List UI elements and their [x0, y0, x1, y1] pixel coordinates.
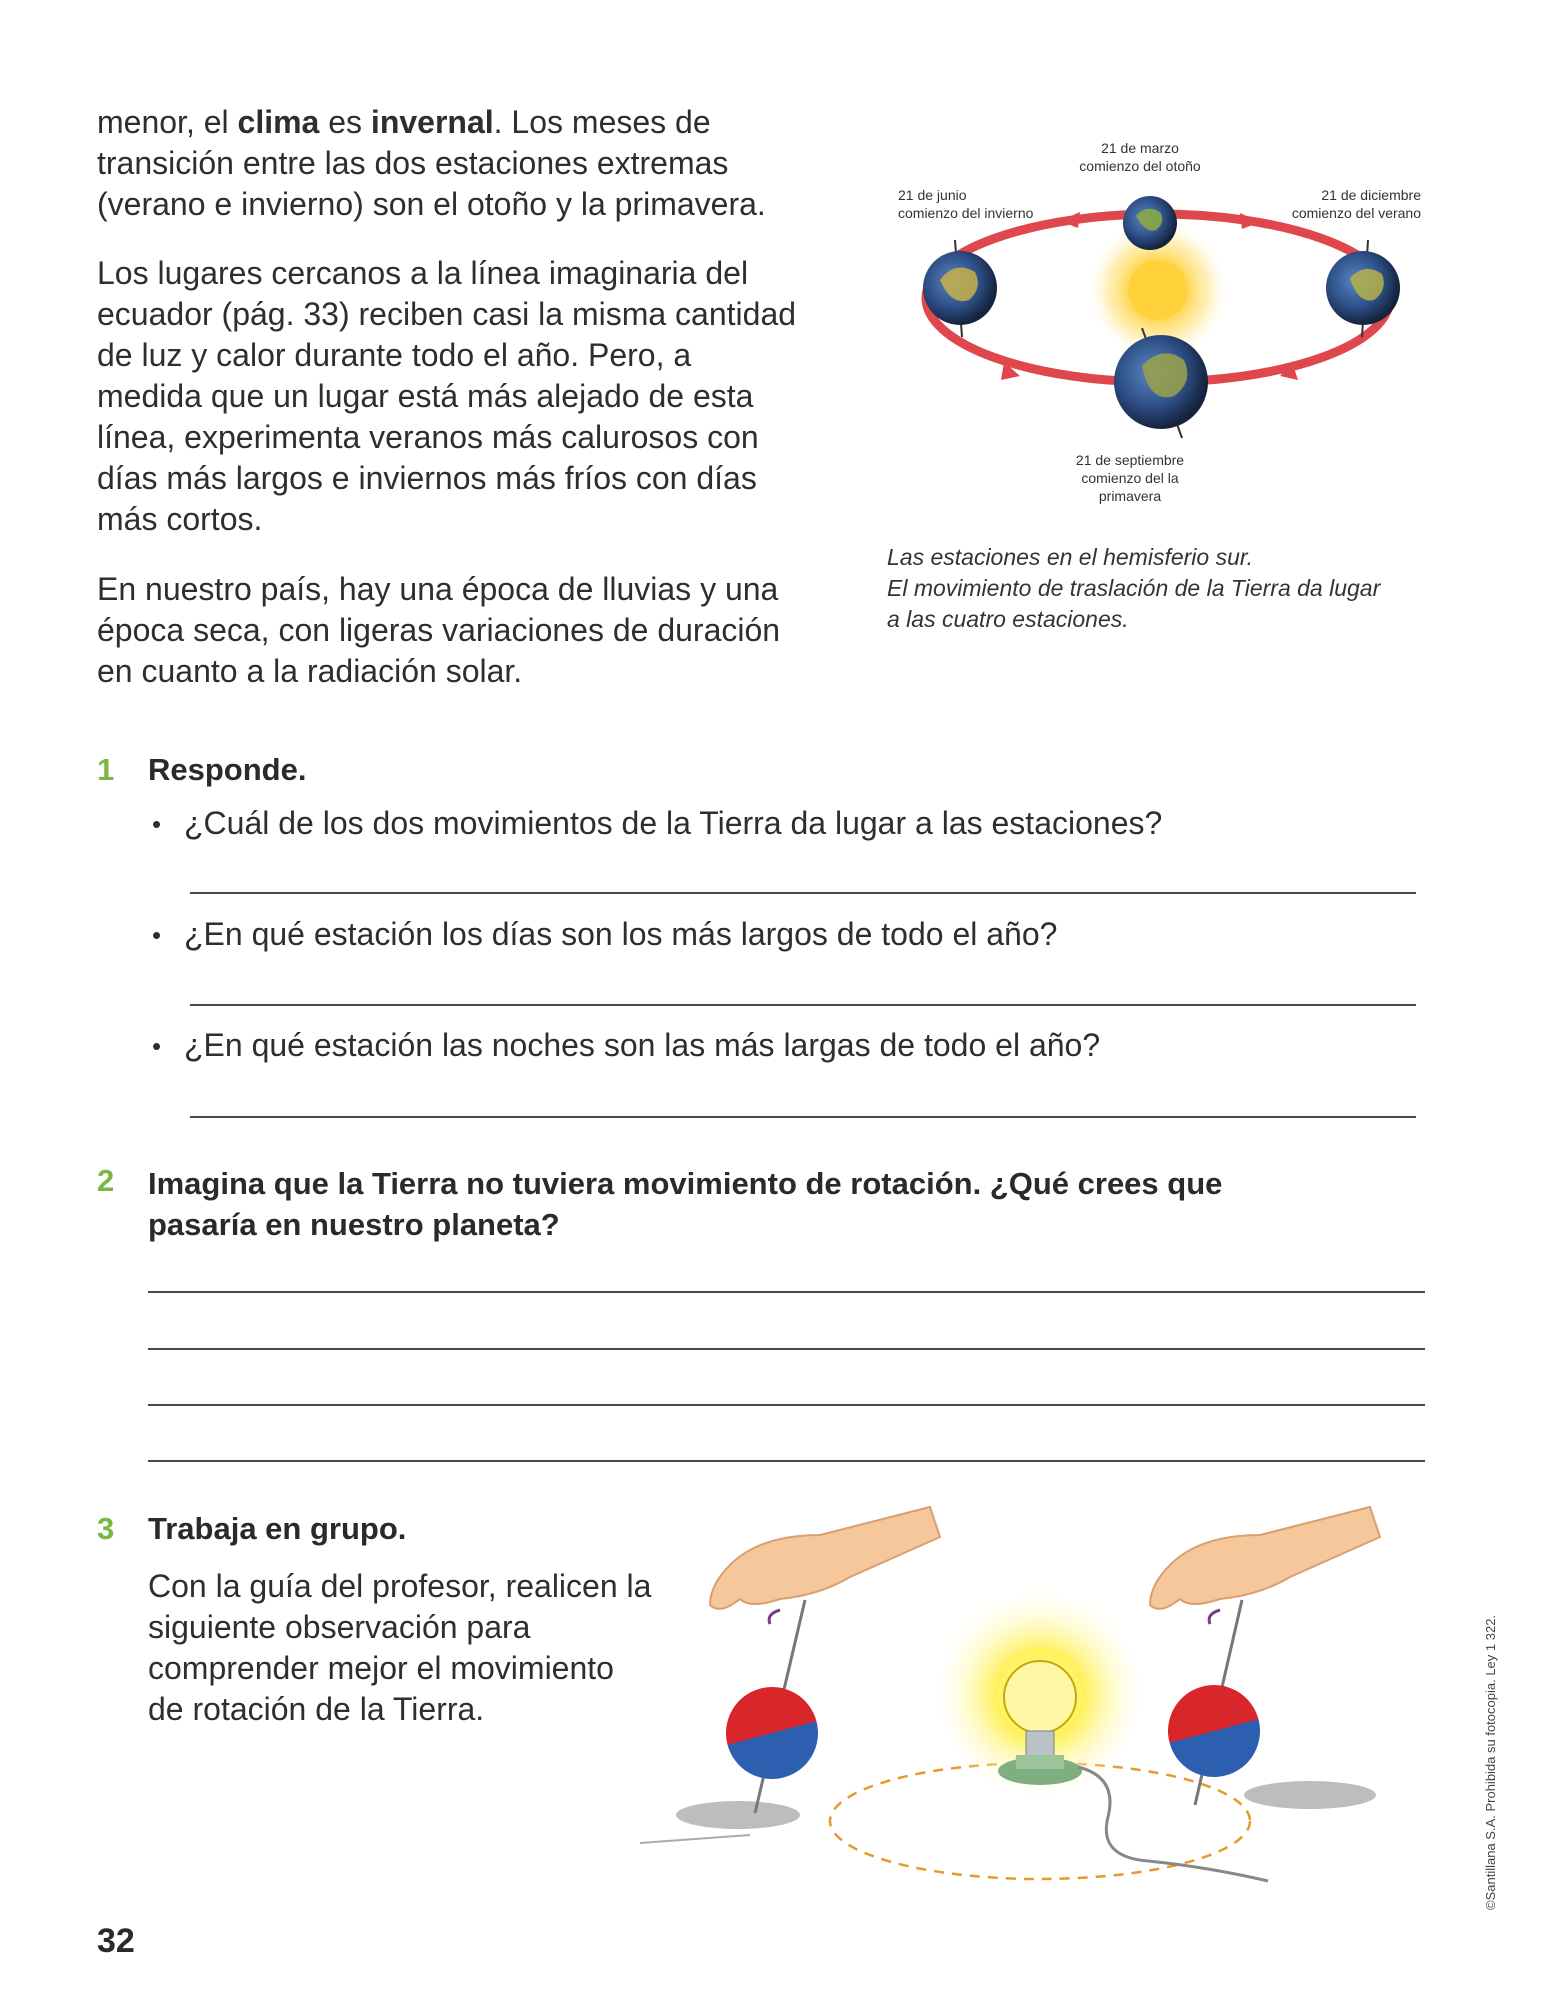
label-event: primavera: [1098, 488, 1162, 504]
intro-text: menor, el: [97, 104, 238, 140]
earth-march: [1123, 196, 1177, 250]
hand-right: [1150, 1507, 1380, 1609]
intro-text: es: [319, 104, 371, 140]
caption-line: El movimiento de traslación de la Tierra da lugar: [887, 575, 1381, 601]
label-date: 21 de diciembre: [1321, 187, 1421, 203]
shadow-right: [1244, 1781, 1376, 1809]
answer-line-a2-1[interactable]: [148, 1291, 1425, 1293]
intro-paragraph-1: [97, 102, 787, 225]
hand-left: [710, 1507, 940, 1609]
label-march: [1040, 139, 1240, 175]
activity-3-title: Trabaja en grupo.: [148, 1511, 407, 1546]
keyword-clima: clima: [237, 104, 320, 140]
page-number: 32: [97, 1922, 135, 1960]
answer-line-a2-3[interactable]: [148, 1404, 1425, 1406]
intro-text: En nuestro país, hay una época de lluvias y una época seca, con ligeras variaciones de duración en cuanto a la radiación solar.: [97, 571, 781, 689]
shadow-left: [676, 1801, 800, 1829]
label-date: 21 de junio: [898, 187, 967, 203]
activity-3-text: [148, 1566, 658, 1730]
answer-line-q2[interactable]: [190, 1004, 1416, 1006]
bullet: •: [152, 809, 162, 839]
sun-core: [1128, 260, 1188, 320]
activity-2-title: [148, 1163, 1428, 1245]
activity-1-title: Responde.: [148, 752, 307, 787]
intro-text: . Los meses de transición entre las dos estaciones extremas (verano e invierno) son el otoño y la primavera.: [97, 104, 766, 222]
label-event: comienzo del invierno: [898, 205, 1034, 221]
bullet: •: [152, 920, 162, 950]
label-september: [1030, 451, 1230, 505]
answer-line-q1[interactable]: [190, 892, 1416, 894]
label-event: comienzo del verano: [1291, 205, 1421, 221]
diagram-caption: [887, 542, 1447, 635]
question-1: ¿Cuál de los dos movimientos de la Tierra da lugar a las estaciones?: [184, 805, 1163, 841]
title-line: Imagina que la Tierra no tuviera movimiento de rotación. ¿Qué crees que: [148, 1166, 1223, 1201]
rotation-experiment-illustration: [630, 1505, 1430, 1900]
intro-text: Los lugares cercanos a la línea imaginaria del ecuador (pág. 33) reciben casi la misma cantidad de luz y calor durante todo el año. Pero, a medida que un lugar está más alejado de esta línea, experimenta veranos más calurosos con días más largos e inviernos más fríos con días más cortos.: [97, 255, 797, 537]
bullet: •: [152, 1031, 162, 1061]
ball-right: [1158, 1600, 1271, 1805]
activity-1-number: 1: [97, 752, 115, 787]
label-date: 21 de marzo: [1101, 140, 1179, 156]
label-date: 21 de septiembre: [1075, 452, 1185, 468]
intro-paragraph-2: [97, 253, 797, 540]
caption-line: a las cuatro estaciones.: [887, 606, 1129, 632]
intro-paragraph-3: [97, 569, 797, 692]
label-event: comienzo del otoño: [1079, 158, 1201, 174]
ball-left: [716, 1600, 829, 1813]
caption-line: Las estaciones en el hemisferio sur.: [887, 544, 1254, 570]
activity-3-number: 3: [97, 1511, 115, 1546]
answer-line-a2-4[interactable]: [148, 1460, 1425, 1462]
title-line: pasaría en nuestro planeta?: [148, 1207, 560, 1242]
copyright-notice: ©Santillana S.A. Prohibida su fotocopia. Ley 1 322.: [1483, 1614, 1498, 1910]
question-3: ¿En qué estación las noches son las más largas de todo el año?: [184, 1027, 1101, 1063]
answer-line-q3[interactable]: [190, 1116, 1416, 1118]
answer-line-a2-2[interactable]: [148, 1348, 1425, 1350]
label-event: comienzo del la: [1081, 470, 1179, 486]
activity-3-paragraph: Con la guía del profesor, realicen la siguiente observación para comprender mejor el movimiento de rotación de la Tierra.: [148, 1568, 652, 1727]
table-edge: [640, 1835, 750, 1843]
keyword-invernal: invernal: [370, 104, 494, 140]
activity-2-number: 2: [97, 1163, 115, 1198]
question-2: ¿En qué estación los días son los más largos de todo el año?: [184, 916, 1058, 952]
earth-december: [1326, 240, 1400, 337]
label-december: [1240, 186, 1421, 222]
label-june: [898, 186, 1078, 222]
